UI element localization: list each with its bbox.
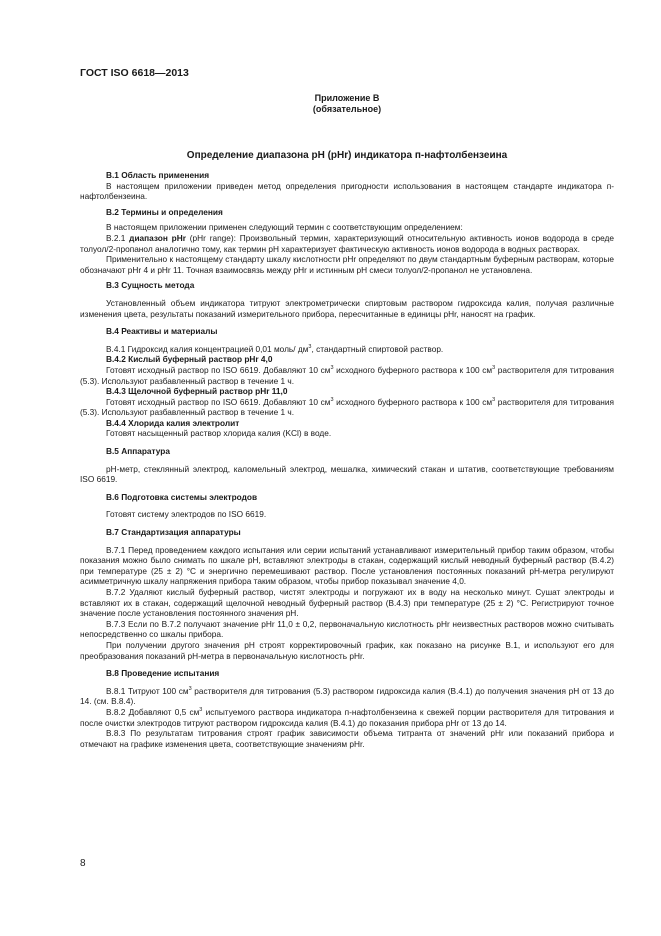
section-heading-b7: В.7 Стандартизация аппаратуры [106, 527, 241, 538]
paragraph: Готовят систему электродов по ISO 6619. [106, 509, 267, 520]
appendix-subtitle: (обязательное) [312, 104, 382, 114]
paragraph: В настоящем приложении приведен метод определения пригодности использования в настоящем стандарте индикатора п-нафтолбензеина. [80, 180, 614, 202]
section-heading-b3: В.3 Сущность метода [106, 280, 195, 291]
section-heading-b6: В.6 Подготовка системы электродов [106, 491, 258, 502]
section-heading-b2: В.2 Термины и определения [106, 206, 223, 217]
paragraph: рН-метр, стеклянный электрод, каломельный электрод, мешалка, химический стакан и штатив, соответствующие требованиям ISO 6619. [80, 463, 614, 485]
paragraph: Готовят исходный раствор по ISO 6619. Добавляют 10 $см^3$ исходного буферного раствора к 100 $см^3$ растворителя для титрования (5.3). Используют разбавленный раствор в течение 1 ч. [80, 396, 615, 418]
paragraph: При получении другого значения рН строят корректировочный график, как показано на рисунке В.1, и используют его для преобразования показаний рН-метра в первоначальную кислотность рНr. [80, 639, 614, 661]
section-heading-b4: В.4 Реактивы и материалы [106, 326, 218, 337]
section-heading-b8: В.8 Проведение испытания [106, 668, 220, 679]
paragraph: В.8.1 Титруют 100 $см^3$ растворителя для титрования (5.3) раствором гидроксида калия (В.4.1) до получения значения рН от 13 до 14. (см. В.8.4). [80, 685, 614, 707]
definition-text: (pHr range): Произвольный термин, характеризующий относительную активность ионов водорода в среде толуол/2-пропанол аналогично тому, как термин рН характеризует фактическую активность ионов водорода в водных растворах. [80, 232, 614, 254]
section-heading-b1: В.1 Область применения [106, 170, 210, 180]
section-heading-b5: В.5 Аппаратура [106, 446, 170, 457]
subsection-heading: В.4.4 Хлорида калия электролит [106, 417, 240, 428]
document-body [80, 170, 614, 749]
subsection-heading: В.4.2 Кислый буферный раствор рНr 4,0 [106, 354, 273, 365]
defined-term: диапазон рНr [129, 232, 186, 243]
clause-number: В.2.1 [106, 232, 126, 243]
appendix-title: Приложение В [314, 93, 380, 103]
paragraph: В.4.1 Гидроксид калия концентрацией 0,01 моль/ $дм^3$, стандартный спиртовой раствор. [106, 343, 444, 354]
paragraph: В настоящем приложении применен следующий термин с соответствующим определением: [106, 222, 463, 233]
paragraph: Готовят насыщенный раствор хлорида калия (KCl) в воде. [106, 428, 332, 439]
paragraph: Установленный объем индикатора титруют электрометрически спиртовым раствором гидроксида калия, получая различные изменения цвета, результаты показаний измерительного прибора, пересчитанные в единицы рНr, наносят на график. [80, 297, 614, 319]
paragraph: В.7.1 Перед проведением каждого испытания или серии испытаний устанавливают измерительный прибор таким образом, чтобы показания можно было снимать по шкале рН, вставляют электроды в стакан, содержащий кислый неводный буферный раствор (В.4.2) при температуре (25 ± 2) °С и энергично перемешивают раствор. После установления постоянных показаний рН-метра регулируют асимметричную шкалу напряжения прибора таким образом, чтобы прибор показывал значение 4,0. [80, 544, 614, 587]
paragraph: Готовят исходный раствор по ISO 6619. Добавляют 10 $см^3$ исходного буферного раствора к 100 $см^3$ растворителя для титрования (5.3). Используют разбавленный раствор в течение 1 ч. [80, 364, 615, 386]
document-header: ГОСТ ISO 6618—2013 [80, 67, 189, 79]
document-title: Определение диапазона рН (pHr) индикатора п-нафтолбензеина [186, 150, 508, 161]
paragraph: Применительно к настоящему стандарту шкалу кислотности рНr определяют по двум стандартным буферным растворам, которые обозначают рНr 4 и рНr 11. Точная взаимосвязь между рНr и истинным рН смеси толуол/2-пропанол не установлена. [80, 254, 614, 275]
paragraph: В.7.3 Если по В.7.2 получают значение рНr 11,0 ± 0,2, первоначальную кислотность рНr неизвестных растворов можно считывать непосредственно со шкалы прибора. [80, 618, 614, 640]
subsection-heading: В.4.3 Щелочной буферный раствор рНr 11,0 [106, 386, 288, 397]
paragraph: В.7.2 Удаляют кислый буферный раствор, чистят электроды и погружают их в воду на несколько минут. Сушат электроды и вставляют их в стакан, содержащий щелочной неводный буферный раствор (В.4.3) при температуре (25 ± 2) °С. Регистрируют точное значение после установления постоянного значения рН. [80, 587, 614, 619]
page-number: 8 [80, 858, 86, 869]
paragraph: В.8.2 Добавляют 0,5 $см^3$ испытуемого раствора индикатора п-нафтолбензеина к свежей порции растворителя для титрования и после очистки электродов титруют раствором гидроксида калия (В.4.1) до показания прибора рНr от 13 до 14. [80, 706, 614, 728]
paragraph: В.8.3 По результатам титрования строят график зависимости объема титранта от значений рНr или показаний прибора и отмечают на графике изменения цвета, соответствующие значениям рНr. [80, 728, 614, 749]
paragraph-definition [80, 233, 614, 254]
